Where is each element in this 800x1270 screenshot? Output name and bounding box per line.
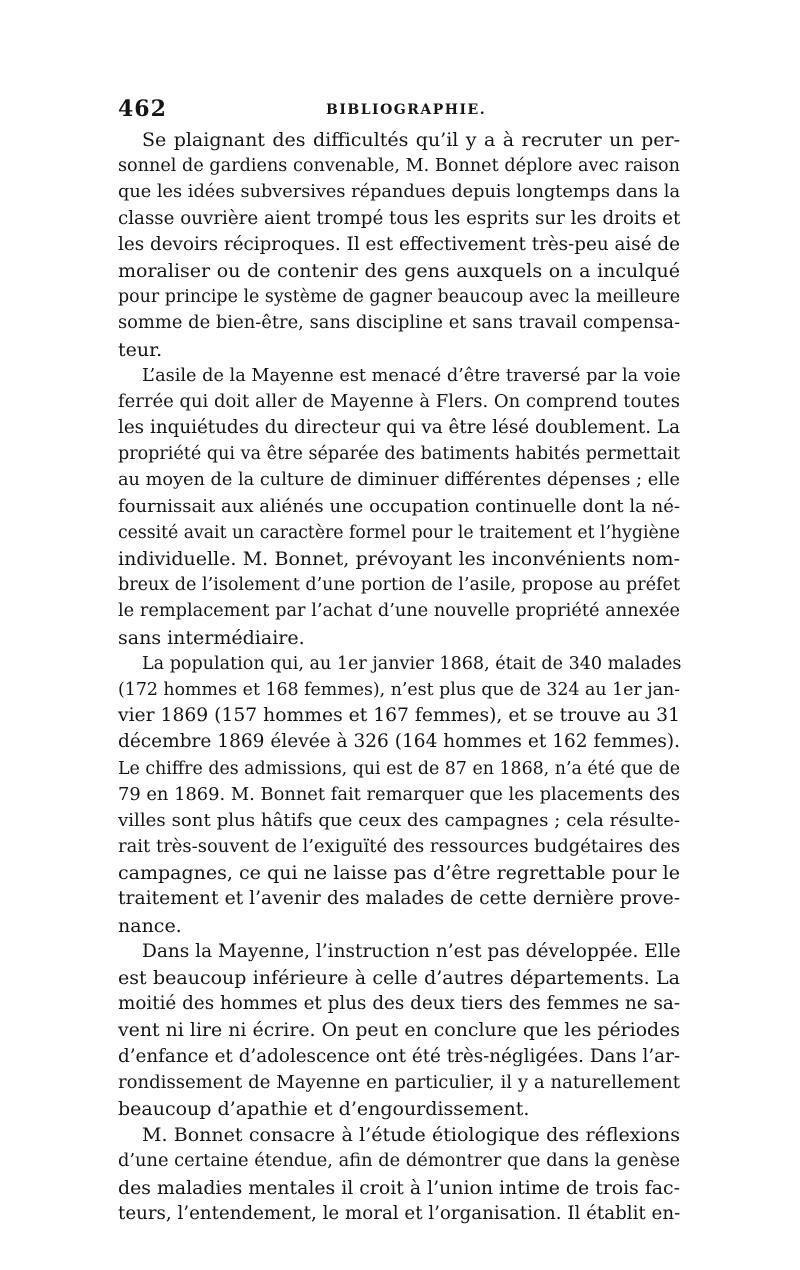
text-line: d’une certaine étendue, afin de démontrer que dans la genèse bbox=[118, 1150, 680, 1172]
body-text bbox=[118, 127, 680, 1227]
page-number: 462 bbox=[118, 96, 167, 122]
text-line: Dans la Mayenne, l’instruction n’est pas développée. Elle bbox=[142, 940, 681, 962]
text-line: au moyen de la culture de diminuer différentes dépenses ; elle bbox=[118, 470, 680, 491]
text-line: rait très-souvent de l’exiguïté des ressources budgétaires des bbox=[118, 836, 681, 858]
text-line: des maladies mentales il croit à l’union intime de trois fac- bbox=[118, 1176, 680, 1199]
text-line: classe ouvrière aient trompé tous les esprits sur les droits et bbox=[118, 207, 681, 229]
text-line: individuelle. M. Bonnet, prévoyant les inconvénients nom- bbox=[118, 548, 680, 570]
text-line: que les idées subversives répandues depuis longtemps dans la bbox=[118, 182, 680, 203]
text-line: nance. bbox=[118, 914, 182, 937]
running-title: BIBLIOGRAPHIE. bbox=[326, 102, 487, 118]
text-line: d’enfance et d’adolescence ont été très-négligées. Dans l’ar- bbox=[118, 1045, 680, 1067]
text-line: Le chiffre des admissions, qui est de 87 en 1868, n’a été que de bbox=[118, 758, 680, 779]
text-line: villes sont plus hâtifs que ceux des campagnes ; cela résulte- bbox=[118, 809, 680, 831]
text-line: les devoirs réciproques. Il est effectivement très-peu aisé de bbox=[118, 233, 680, 255]
text-line: est beaucoup inférieure à celle d’autres départements. La bbox=[118, 967, 680, 989]
text-line: traitement et l’avenir des malades de cette dernière prove- bbox=[118, 888, 681, 910]
text-line: sonnel de gardiens convenable, M. Bonnet déplore avec raison bbox=[118, 156, 680, 177]
text-line: ferrée qui doit aller de Mayenne à Flers. On comprend toutes bbox=[118, 390, 680, 412]
text-line: rondissement de Mayenne en particulier, il y a naturellement bbox=[118, 1071, 680, 1093]
text-line: La population qui, au 1er janvier 1868, était de 340 malades bbox=[142, 653, 682, 674]
text-line: 79 en 1869. M. Bonnet fait remarquer que les placements des bbox=[118, 783, 681, 805]
text-line: (172 hommes et 168 femmes), n’est plus que de 324 au 1er jan- bbox=[118, 679, 680, 700]
text-line: moitié des hommes et plus des deux tiers des femmes ne sa- bbox=[118, 993, 680, 1015]
text-line: Se plaignant des difficultés qu’il y a à recruter un per- bbox=[142, 129, 680, 151]
text-line: somme de bien-être, sans discipline et sans travail compensa- bbox=[118, 312, 680, 334]
text-line: M. Bonnet consacre à l’étude étiologique des réflexions bbox=[142, 1124, 680, 1147]
text-line: sans intermédiaire. bbox=[118, 626, 305, 649]
text-line: vent ni lire ni écrire. On peut en conclure que les périodes bbox=[118, 1019, 680, 1042]
text-line: pour principe le système de gagner beaucoup avec la meilleure bbox=[118, 287, 681, 308]
text-line: cessité avait un caractère formel pour le traitement et l’hygiène bbox=[118, 522, 680, 543]
text-line: beaucoup d’apathie et d’engourdissement. bbox=[118, 1097, 530, 1120]
text-line: teur. bbox=[118, 338, 163, 361]
text-line: moraliser ou de contenir des gens auxquels on a inculqué bbox=[118, 259, 680, 282]
running-head bbox=[118, 96, 680, 122]
text-line: vier 1869 (157 hommes et 167 femmes), et se trouve au 31 bbox=[118, 705, 680, 727]
text-line: fournissait aux aliénés une occupation continuelle dont la né- bbox=[118, 495, 680, 517]
text-line: décembre 1869 élevée à 326 (164 hommes et 162 femmes). bbox=[118, 731, 680, 753]
text-line: propriété qui va être séparée des batiments habités permettait bbox=[118, 444, 680, 465]
text-line: les inquiétudes du directeur qui va être lésé doublement. La bbox=[118, 417, 680, 439]
text-line: L’asile de la Mayenne est menacé d’être traversé par la voie bbox=[142, 365, 681, 386]
text-line: breux de l’isolement d’une portion de l’asile, propose au préfet bbox=[118, 575, 680, 596]
text-line: teurs, l’entendement, le moral et l’organisation. Il établit en- bbox=[118, 1202, 681, 1224]
text-line: le remplacement par l’achat d’une nouvelle propriété annexée bbox=[118, 601, 680, 622]
text-line: campagnes, ce qui ne laisse pas d’être regrettable pour le bbox=[118, 862, 680, 885]
